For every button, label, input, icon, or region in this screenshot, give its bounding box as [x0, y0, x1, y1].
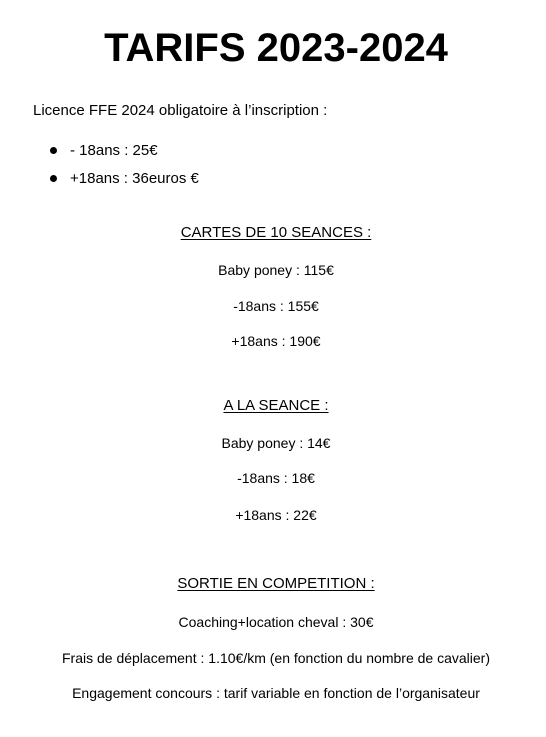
seance-line-over-18: +18ans : 22€ [235, 507, 317, 523]
competition-line-coaching: Coaching+location cheval : 30€ [178, 614, 374, 630]
bullet-icon [50, 147, 57, 154]
competition-line-engagement: Engagement concours : tarif variable en fonction de l’organisateur [72, 685, 480, 701]
seance-line-under-18: -18ans : 18€ [237, 470, 315, 486]
competition-heading: SORTIE EN COMPETITION : [177, 575, 375, 592]
licence-price-under-18: - 18ans : 25€ [70, 142, 158, 159]
seance-line-baby-poney: Baby poney : 14€ [221, 435, 331, 451]
cartes-line-over-18: +18ans : 190€ [231, 333, 321, 349]
cartes-line-baby-poney: Baby poney : 115€ [218, 262, 334, 278]
licence-price-over-18: +18ans : 36euros € [70, 170, 199, 187]
cartes-heading: CARTES DE 10 SEANCES : [180, 224, 372, 241]
competition-line-frais: Frais de déplacement : 1.10€/km (en fonction du nombre de cavalier) [61, 650, 490, 666]
page-title: TARIFS 2023-2024 [104, 26, 448, 70]
seance-heading: A LA SEANCE : [223, 397, 329, 414]
bullet-icon [50, 175, 57, 182]
cartes-line-under-18: -18ans : 155€ [233, 298, 319, 314]
licence-intro: Licence FFE 2024 obligatoire à l’inscription : [33, 102, 328, 119]
